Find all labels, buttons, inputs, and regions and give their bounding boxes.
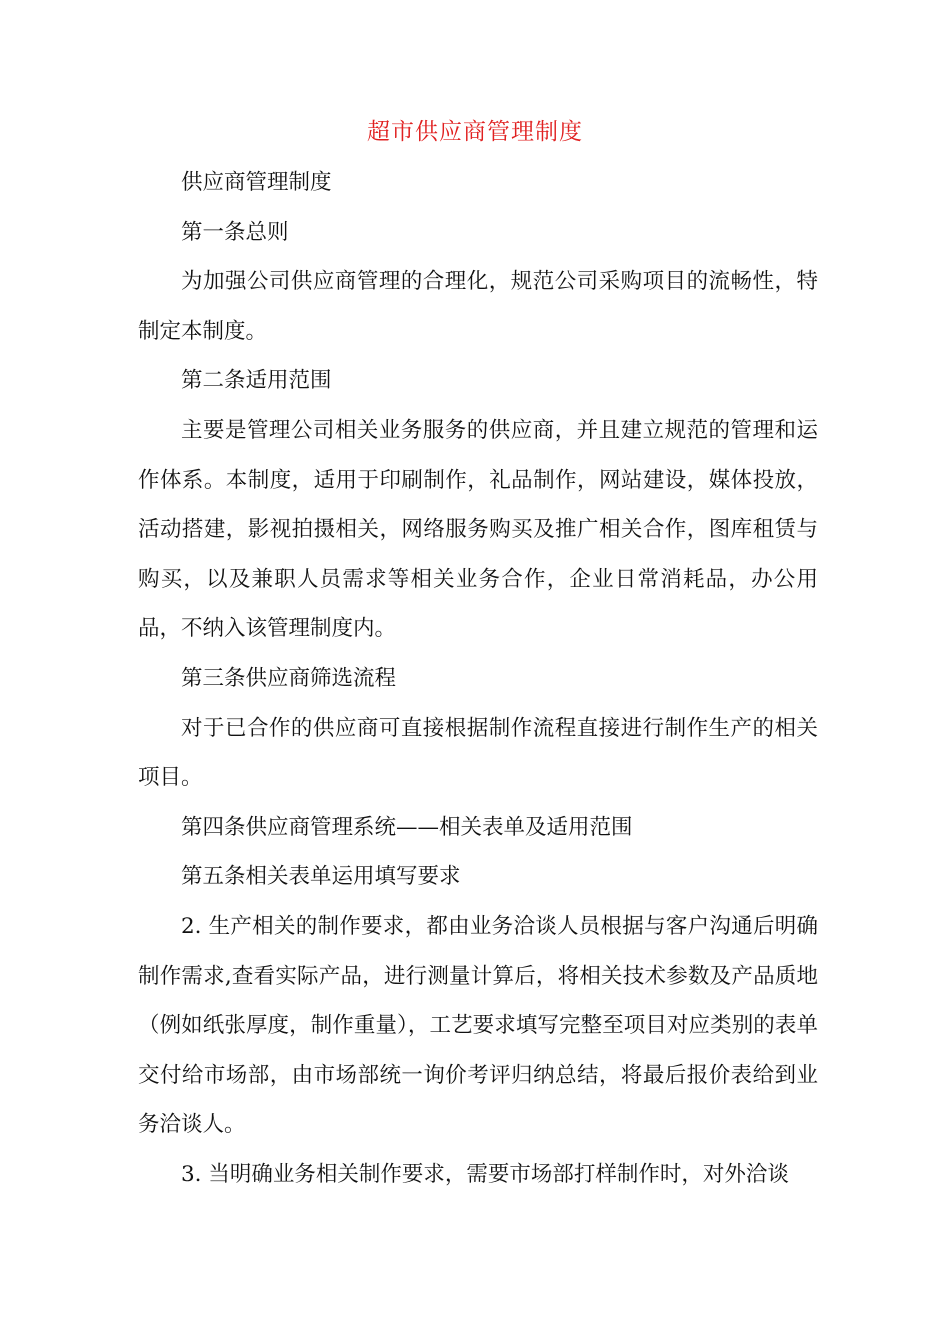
document-title: 超市供应商管理制度 [367,119,583,145]
paragraph-article-4: 第四条供应商管理系统——相关表单及适用范围 [181,814,633,840]
paragraph-article-5: 第五条相关表单运用填写要求 [181,864,461,890]
paragraph-screening: 对于已合作的供应商可直接根据制作流程直接进行制作生产的相关项目。 [138,715,818,791]
paragraph-heading: 供应商管理制度 [181,170,332,195]
paragraph-article-2: 第二条适用范围 [181,368,332,394]
paragraph-article-3: 第三条供应商筛选流程 [181,665,397,691]
paragraph-item-3: 3. 当明确业务相关制作要求，需要市场部打样制作时，对外洽谈 [181,1161,789,1187]
paragraph-article-1: 第一条总则 [181,219,289,245]
document-body [138,158,818,1199]
paragraph-scope: 主要是管理公司相关业务服务的供应商，并且建立规范的管理和运作体系。本制度，适用于印刷制作，礼品制作，网站建设，媒体投放，活动搭建，影视拍摄相关，网络服务购买及推广相关合作，图库租赁与购买，以及兼职人员需求等相关业务合作，企业日常消耗品，办公用品，不纳入该管理制度内。 [138,417,818,642]
paragraph-purpose: 为加强公司供应商管理的合理化，规范公司采购项目的流畅性，特制定本制度。 [138,269,818,344]
paragraph-item-2: 2. 生产相关的制作要求，都由业务洽谈人员根据与客户沟通后明确制作需求,查看实际产品，进行测量计算后，将相关技术参数及产品质地（例如纸张厚度，制作重量），工艺要求填写完整至项目对应类别的表单交付给市场部，由市场部统一询价考评归纳总结，将最后报价表给到业务洽谈人。 [138,913,818,1138]
